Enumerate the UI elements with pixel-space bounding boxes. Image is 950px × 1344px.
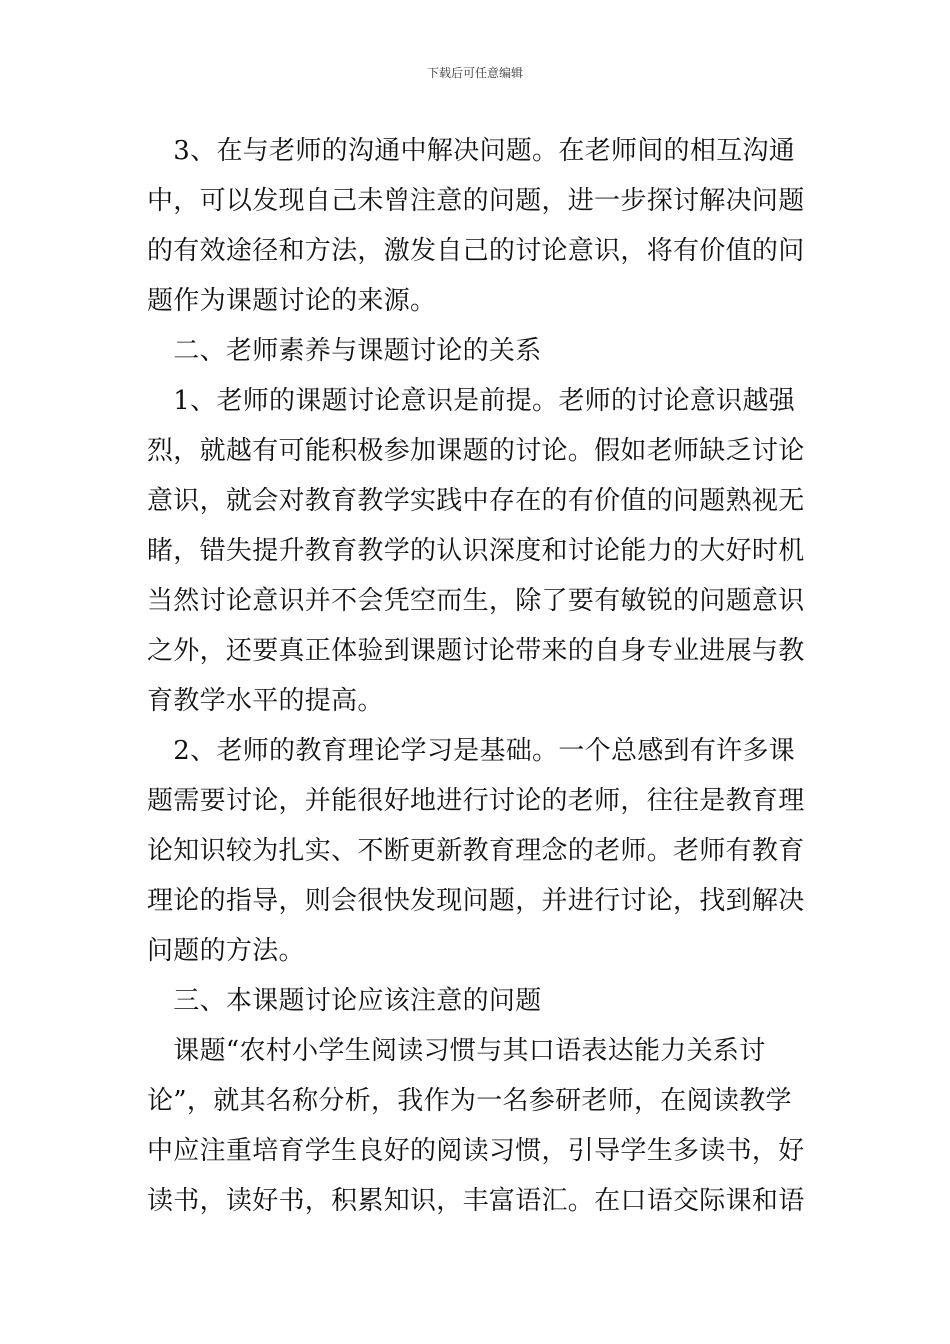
page-header: 下载后可任意编辑: [426, 66, 523, 80]
text-line: 3、在与老师的沟通中解决问题。在老师间的相互沟通: [147, 136, 796, 166]
text-line: 中，可以发现自己未曾注意的问题，进一步探讨解决问题: [147, 186, 805, 216]
text-line: 课题“农村小学生阅读习惯与其口语表达能力关系讨: [147, 1036, 766, 1066]
text-line: 论知识较为扎实、不断更新教育理念的老师。老师有教育: [147, 836, 805, 866]
text-line: 的有效途径和方法，激发自己的讨论意识，将有价值的问: [147, 236, 805, 266]
text-line: 题需要讨论，并能很好地进行讨论的老师，往往是教育理: [147, 786, 805, 816]
text-line: 育教学水平的提高。: [147, 686, 384, 716]
section-heading: 三、本课题讨论应该注意的问题: [147, 986, 542, 1016]
text-line: 意识，就会对教育教学实践中存在的有价值的问题熟视无: [147, 486, 805, 516]
text-line: 睹，错失提升教育教学的认识深度和讨论能力的大好时机: [147, 536, 805, 566]
text-line: 2、老师的教育理论学习是基础。一个总感到有许多课: [147, 736, 796, 766]
text-line: 之外，还要真正体验到课题讨论带来的自身专业进展与教: [147, 636, 805, 666]
text-line: 烈，就越有可能积极参加课题的讨论。假如老师缺乏讨论: [147, 436, 805, 466]
text-line: 题作为课题讨论的来源。: [147, 286, 437, 316]
text-line: 问题的方法。: [147, 936, 305, 966]
text-line: 中应注重培育学生良好的阅读习惯，引导学生多读书，好: [147, 1136, 805, 1166]
section-heading: 二、老师素养与课题讨论的关系: [147, 336, 542, 366]
text-line: 当然讨论意识并不会凭空而生，除了要有敏锐的问题意识: [147, 586, 805, 616]
text-line: 论”，就其名称分析，我作为一名参研老师，在阅读教学: [147, 1086, 792, 1116]
text-line: 读书，读好书，积累知识，丰富语汇。在口语交际课和语: [147, 1186, 805, 1216]
text-line: 理论的指导，则会很快发现问题，并进行讨论，找到解决: [147, 886, 805, 916]
text-line: 1、老师的课题讨论意识是前提。老师的讨论意识越强: [147, 386, 796, 416]
